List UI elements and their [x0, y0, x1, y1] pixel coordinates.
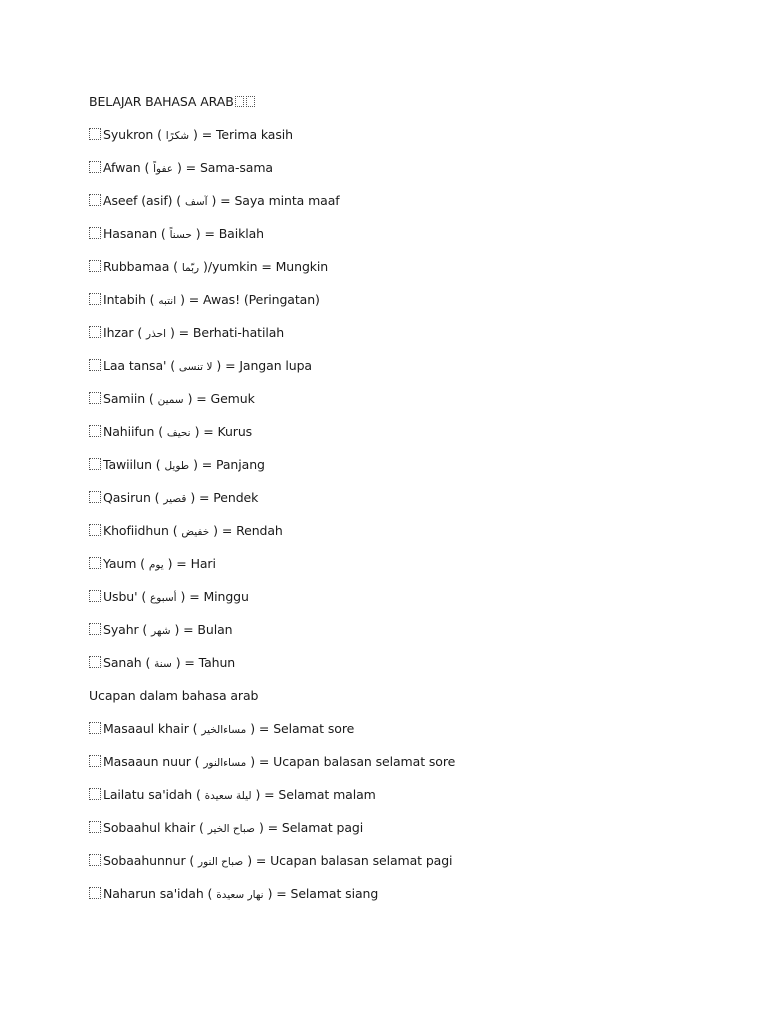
vocab-extra: /yumkin — [207, 259, 258, 274]
vocab-arabic: شهر — [151, 625, 171, 637]
greetings-meaning: Selamat pagi — [281, 820, 364, 835]
vocab-entry: Aseef (asif) ( آسف ) = Saya minta maaf — [89, 191, 749, 224]
greetings-latin: Naharun sa'idah — [103, 886, 204, 901]
vocab-latin: Syukron — [103, 127, 154, 142]
vocab-entry: Samiin ( سمين ) = Gemuk — [89, 389, 749, 422]
greetings-latin: Lailatu sa'idah — [103, 787, 193, 802]
vocab-arabic: يوم — [148, 559, 164, 571]
greeting-list — [89, 719, 749, 917]
vocab-arabic: حسناً — [169, 229, 192, 241]
vocab-meaning: Mungkin — [275, 259, 329, 274]
vocab-arabic: سمين — [157, 394, 184, 406]
greetings-latin: Masaaun nuur — [103, 754, 191, 769]
greetings-latin: Sobaahul khair — [103, 820, 196, 835]
vocab-arabic: عفواً — [153, 163, 174, 175]
vocab-entry: Intabih ( انتبه ) = Awas! (Peringatan) — [89, 290, 749, 323]
vocab-arabic: احذر — [146, 328, 167, 340]
section-heading-line — [89, 686, 749, 719]
vocab-latin: Nahiifun — [103, 424, 155, 439]
vocab-entry: Afwan ( عفواً ) = Sama-sama — [89, 158, 749, 191]
missing-glyph-icon — [89, 722, 101, 734]
vocab-arabic: ربّما — [181, 262, 200, 274]
vocab-latin: Hasanan — [103, 226, 158, 241]
greetings-entry: Lailatu sa'idah ( ليلة سعيدة ) = Selamat malam — [89, 785, 749, 818]
missing-glyph-icon — [89, 128, 101, 140]
vocab-meaning: Berhati-hatilah — [192, 325, 285, 340]
greetings-meaning: Ucapan balasan selamat pagi — [270, 853, 453, 868]
missing-glyph-icon — [89, 260, 101, 272]
vocab-latin: Yaum — [103, 556, 137, 571]
vocab-latin: Aseef (asif) — [103, 193, 173, 208]
vocab-arabic: نحيف — [166, 427, 191, 439]
vocab-arabic: انتبه — [158, 295, 177, 307]
vocab-latin: Qasirun — [103, 490, 151, 505]
vocab-latin: Intabih — [103, 292, 146, 307]
missing-glyph-icon — [89, 788, 101, 800]
missing-glyph-icon — [89, 524, 101, 536]
vocab-meaning: Pendek — [213, 490, 259, 505]
missing-glyph-icon — [89, 458, 101, 470]
vocab-entry: Tawiilun ( طويل ) = Panjang — [89, 455, 749, 488]
vocab-latin: Syahr — [103, 622, 139, 637]
missing-glyph-icon — [89, 590, 101, 602]
vocab-meaning: Gemuk — [210, 391, 255, 406]
greetings-arabic: ليلة سعيدة — [204, 790, 252, 802]
greetings-entry: Naharun sa'idah ( نهار سعيدة ) = Selamat siang — [89, 884, 749, 917]
vocab-entry: Nahiifun ( نحيف ) = Kurus — [89, 422, 749, 455]
vocab-meaning: Panjang — [216, 457, 265, 472]
missing-glyph-icon — [235, 96, 244, 107]
vocab-entry: Khofiidhun ( خفيض ) = Rendah — [89, 521, 749, 554]
greetings-entry: Sobaahul khair ( صباح الخير ) = Selamat pagi — [89, 818, 749, 851]
missing-glyph-icon — [89, 887, 101, 899]
vocab-entry: Syahr ( شهر ) = Bulan — [89, 620, 749, 653]
vocab-latin: Afwan — [103, 160, 141, 175]
missing-glyph-icon — [89, 227, 101, 239]
vocab-latin: Khofiidhun — [103, 523, 169, 538]
vocab-arabic: طويل — [164, 460, 190, 472]
missing-glyph-icon — [89, 161, 101, 173]
missing-glyph-icon — [89, 491, 101, 503]
vocab-list — [89, 125, 749, 686]
greetings-latin: Sobaahunnur — [103, 853, 186, 868]
vocab-meaning: Baiklah — [218, 226, 265, 241]
vocab-meaning: Tahun — [198, 655, 236, 670]
greetings-latin: Masaaul khair — [103, 721, 189, 736]
greetings-entry: Sobaahunnur ( صباح النور ) = Ucapan balasan selamat pagi — [89, 851, 749, 884]
greetings-arabic: صباح الخير — [207, 823, 255, 835]
missing-glyph-icon — [89, 392, 101, 404]
vocab-entry: Usbu' ( أسبوع ) = Minggu — [89, 587, 749, 620]
missing-glyph-icon — [89, 194, 101, 206]
vocab-arabic: قصير — [163, 493, 187, 505]
missing-glyph-icon — [89, 326, 101, 338]
missing-glyph-icon — [89, 557, 101, 569]
greetings-meaning: Selamat siang — [290, 886, 379, 901]
vocab-entry: Yaum ( يوم ) = Hari — [89, 554, 749, 587]
vocab-meaning: Saya minta maaf — [234, 193, 340, 208]
document-title: BELAJAR BAHASA ARAB — [89, 94, 234, 109]
vocab-meaning: Hari — [190, 556, 216, 571]
greetings-arabic: نهار سعيدة — [216, 889, 264, 901]
missing-glyph-icon — [89, 821, 101, 833]
vocab-meaning: Minggu — [203, 589, 249, 604]
missing-glyph-icon — [89, 425, 101, 437]
vocab-latin: Ihzar — [103, 325, 134, 340]
vocab-meaning: Sama-sama — [199, 160, 273, 175]
greetings-arabic: مساءالنور — [203, 757, 247, 769]
vocab-latin: Samiin — [103, 391, 146, 406]
greetings-arabic: صباح النور — [198, 856, 244, 868]
vocab-entry: Ihzar ( احذر ) = Berhati-hatilah — [89, 323, 749, 356]
vocab-latin: Usbu' — [103, 589, 138, 604]
vocab-entry: Rubbamaa ( ربّما )/yumkin = Mungkin — [89, 257, 749, 290]
document-title-line — [89, 92, 749, 125]
vocab-latin: Tawiilun — [103, 457, 152, 472]
vocab-meaning: Awas! (Peringatan) — [203, 292, 320, 307]
vocab-arabic: أسبوع — [150, 592, 177, 604]
section-heading: Ucapan dalam bahasa arab — [89, 688, 259, 703]
vocab-latin: Rubbamaa — [103, 259, 170, 274]
document-body — [89, 92, 749, 917]
vocab-latin: Sanah — [103, 655, 142, 670]
greetings-meaning: Ucapan balasan selamat sore — [273, 754, 456, 769]
vocab-arabic: سنة — [154, 658, 172, 670]
vocab-meaning: Kurus — [217, 424, 253, 439]
vocab-meaning: Bulan — [197, 622, 233, 637]
greetings-entry: Masaaun nuur ( مساءالنور ) = Ucapan balasan selamat sore — [89, 752, 749, 785]
vocab-arabic: آسف — [184, 196, 208, 208]
vocab-entry: Sanah ( سنة ) = Tahun — [89, 653, 749, 686]
vocab-meaning: Terima kasih — [215, 127, 293, 142]
vocab-arabic: شكرًا — [165, 130, 190, 142]
missing-glyph-icon — [89, 656, 101, 668]
vocab-arabic: خفيض — [181, 526, 210, 538]
greetings-arabic: مساءالخير — [201, 724, 247, 736]
greetings-meaning: Selamat sore — [273, 721, 355, 736]
greetings-meaning: Selamat malam — [278, 787, 376, 802]
vocab-meaning: Rendah — [236, 523, 283, 538]
vocab-arabic: لا تنسى — [178, 361, 213, 373]
vocab-meaning: Jangan lupa — [239, 358, 312, 373]
missing-glyph-icon — [89, 854, 101, 866]
vocab-entry: Laa tansa' ( لا تنسى ) = Jangan lupa — [89, 356, 749, 389]
missing-glyph-icon — [89, 293, 101, 305]
vocab-entry: Hasanan ( حسناً ) = Baiklah — [89, 224, 749, 257]
missing-glyph-icon — [89, 359, 101, 371]
vocab-latin: Laa tansa' — [103, 358, 167, 373]
missing-glyph-icon — [89, 755, 101, 767]
missing-glyph-icon — [89, 623, 101, 635]
vocab-entry: Qasirun ( قصير ) = Pendek — [89, 488, 749, 521]
missing-glyph-icon — [246, 96, 255, 107]
greetings-entry: Masaaul khair ( مساءالخير ) = Selamat sore — [89, 719, 749, 752]
vocab-entry: Syukron ( شكرًا ) = Terima kasih — [89, 125, 749, 158]
